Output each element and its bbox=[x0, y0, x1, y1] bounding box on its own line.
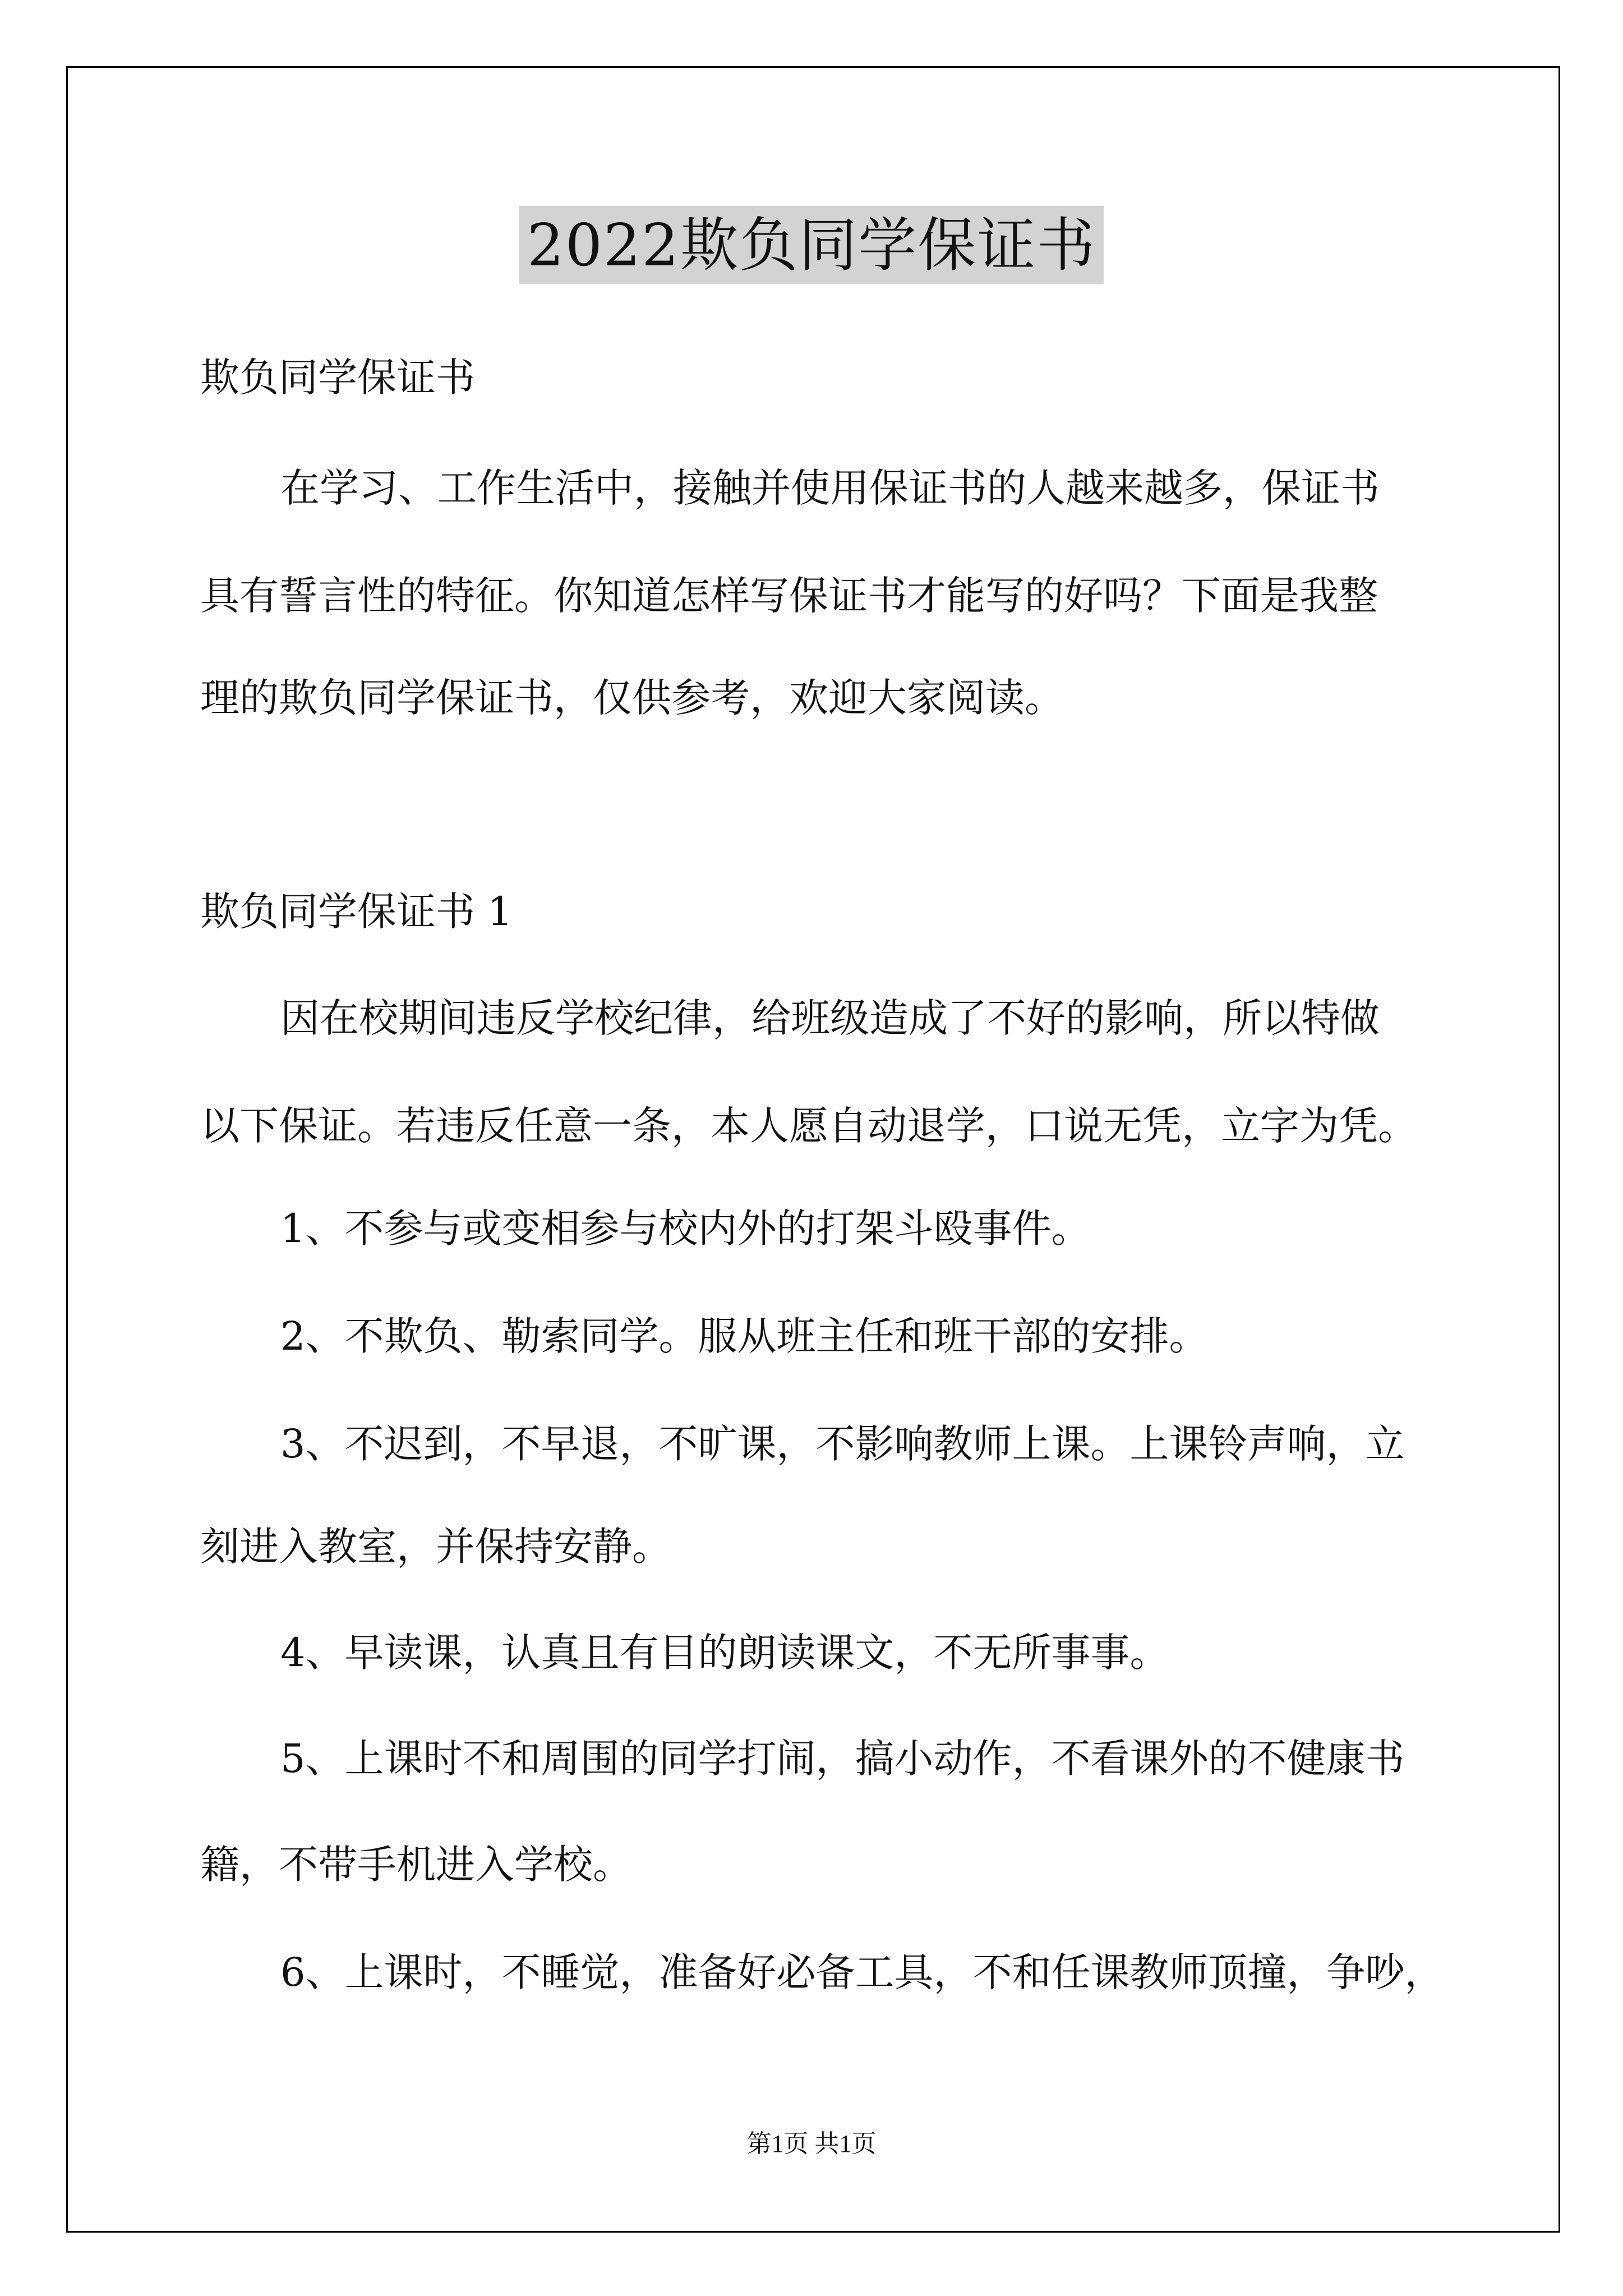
paragraph-line: 在学习、工作生活中，接触并使用保证书的人越来越多，保证书 bbox=[280, 465, 1380, 511]
section-heading: 欺负同学保证书 1 bbox=[200, 889, 513, 935]
list-item: 1、不参与或变相参与校内外的打架斗殴事件。 bbox=[280, 1205, 1091, 1251]
list-item: 6、上课时，不睡觉，准备好必备工具，不和任课教师顶撞，争吵， bbox=[280, 1949, 1444, 1995]
paragraph-line: 以下保证。若违反任意一条，本人愿自动退学，口说无凭，立字为凭。 bbox=[200, 1103, 1417, 1149]
list-item: 5、上课时不和周围的同学打闹，搞小动作，不看课外的不健康书 bbox=[280, 1736, 1405, 1782]
paragraph-line: 具有誓言性的特征。你知道怎样写保证书才能写的好吗？下面是我整 bbox=[200, 573, 1378, 619]
title-container bbox=[0, 206, 1623, 284]
list-item: 4、早读课，认真且有目的朗读课文，不无所事事。 bbox=[280, 1630, 1169, 1676]
document-title: 2022欺负同学保证书 bbox=[519, 206, 1104, 284]
page-footer: 第1页 共1页 bbox=[746, 2130, 877, 2157]
paragraph-line: 理的欺负同学保证书，仅供参考，欢迎大家阅读。 bbox=[200, 675, 1064, 721]
list-item: 2、不欺负、勒索同学。服从班主任和班干部的安排。 bbox=[280, 1313, 1209, 1359]
list-item: 3、不迟到，不早退，不旷课，不影响教师上课。上课铃声响，立 bbox=[280, 1421, 1405, 1467]
section-heading: 欺负同学保证书 bbox=[200, 355, 475, 401]
paragraph-line: 籍，不带手机进入学校。 bbox=[200, 1842, 632, 1888]
paragraph-line: 刻进入教室，并保持安静。 bbox=[200, 1524, 671, 1570]
paragraph-line: 因在校期间违反学校纪律，给班级造成了不好的影响，所以特做 bbox=[280, 995, 1380, 1041]
